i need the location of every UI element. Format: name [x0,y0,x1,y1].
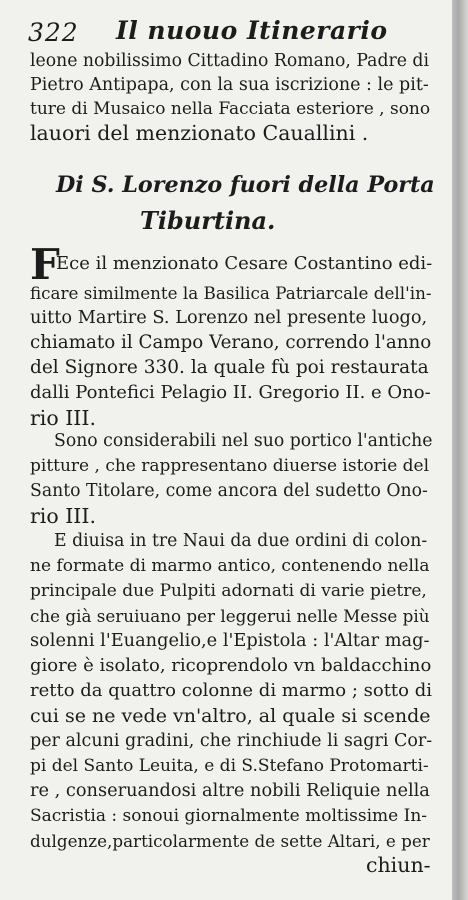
text-line: solenni l'Euangelio,e l'Epistola : l'Altar mag- [30,631,430,651]
page-number: 322 [28,18,79,47]
section-heading-line-1: Di S. Lorenzo fuori della Porta [56,172,435,198]
text-line: retto da quattro colonne di marmo ; sotto di [30,680,433,701]
text-line: re , conseruandosi altre nobili Reliquie nella [30,781,430,801]
first-line-text: Ece il menzionato Cesare Costantino edi- [56,253,433,274]
text-line: leone nobilissimo Cittadino Romano, Padre di [30,51,429,71]
section-heading-line-2: Tiburtina. [140,206,276,235]
text-line: uitto Martire S. Lorenzo nel presente luogo, [30,308,428,328]
text-line: che già seruiuano per leggerui nelle Messe più [30,606,430,626]
text-line: ture di Musaico nella Facciata esteriore , sono [30,99,431,119]
text-line: pi del Santo Leuita, e di S.Stefano Protomarti- [30,756,429,776]
paragraph-first-line [30,240,433,289]
text-line: pitture , che rappresentano diuerse istorie del [30,456,430,476]
text-line: Sono considerabili nel suo portico l'antiche [54,431,433,451]
text-line: cui se ne vede vn'altro, al quale si scende [30,705,431,727]
running-title: Il nuouo Itinerario [116,16,388,45]
text-line: per alcuni gradini, che rinchiude li sagri Cor- [30,731,433,751]
drop-cap: F [30,240,60,289]
text-line: principale due Pulpiti adornati di varie pietre, [30,581,427,601]
text-line: rio III. [30,406,97,430]
text-line: lauori del menzionato Cauallini . [30,121,369,145]
text-line: chiamato il Campo Verano, correndo l'anno [30,332,432,353]
text-line: dulgenze,particolarmente de sette Altari, e per [30,831,430,851]
text-line: ficare similmente la Basilica Patriarcale dell'in- [30,283,432,303]
page-edge-shadow [452,0,468,900]
text-line: rio III. [30,504,97,528]
text-line: Pietro Antipapa, con la sua iscrizione : le pit- [30,75,429,95]
text-line: E diuisa in tre Naui da due ordini di colon- [54,531,428,551]
text-line: Sacristia : sonoui giornalmente moltissime In- [30,806,428,826]
text-line: Santo Titolare, come ancora del sudetto Ono- [30,481,428,501]
text-line: del Signore 330. la quale fù poi restaurata [30,357,429,378]
text-line: giore è isolato, ricoprendolo vn baldacchino [30,655,432,676]
catchword: chiun- [366,853,431,877]
page-header [28,16,428,48]
text-line: ne formate di marmo antico, contenendo nella [30,556,430,576]
text-line: dalli Pontefici Pelagio II. Gregorio II. e Ono- [30,382,431,403]
